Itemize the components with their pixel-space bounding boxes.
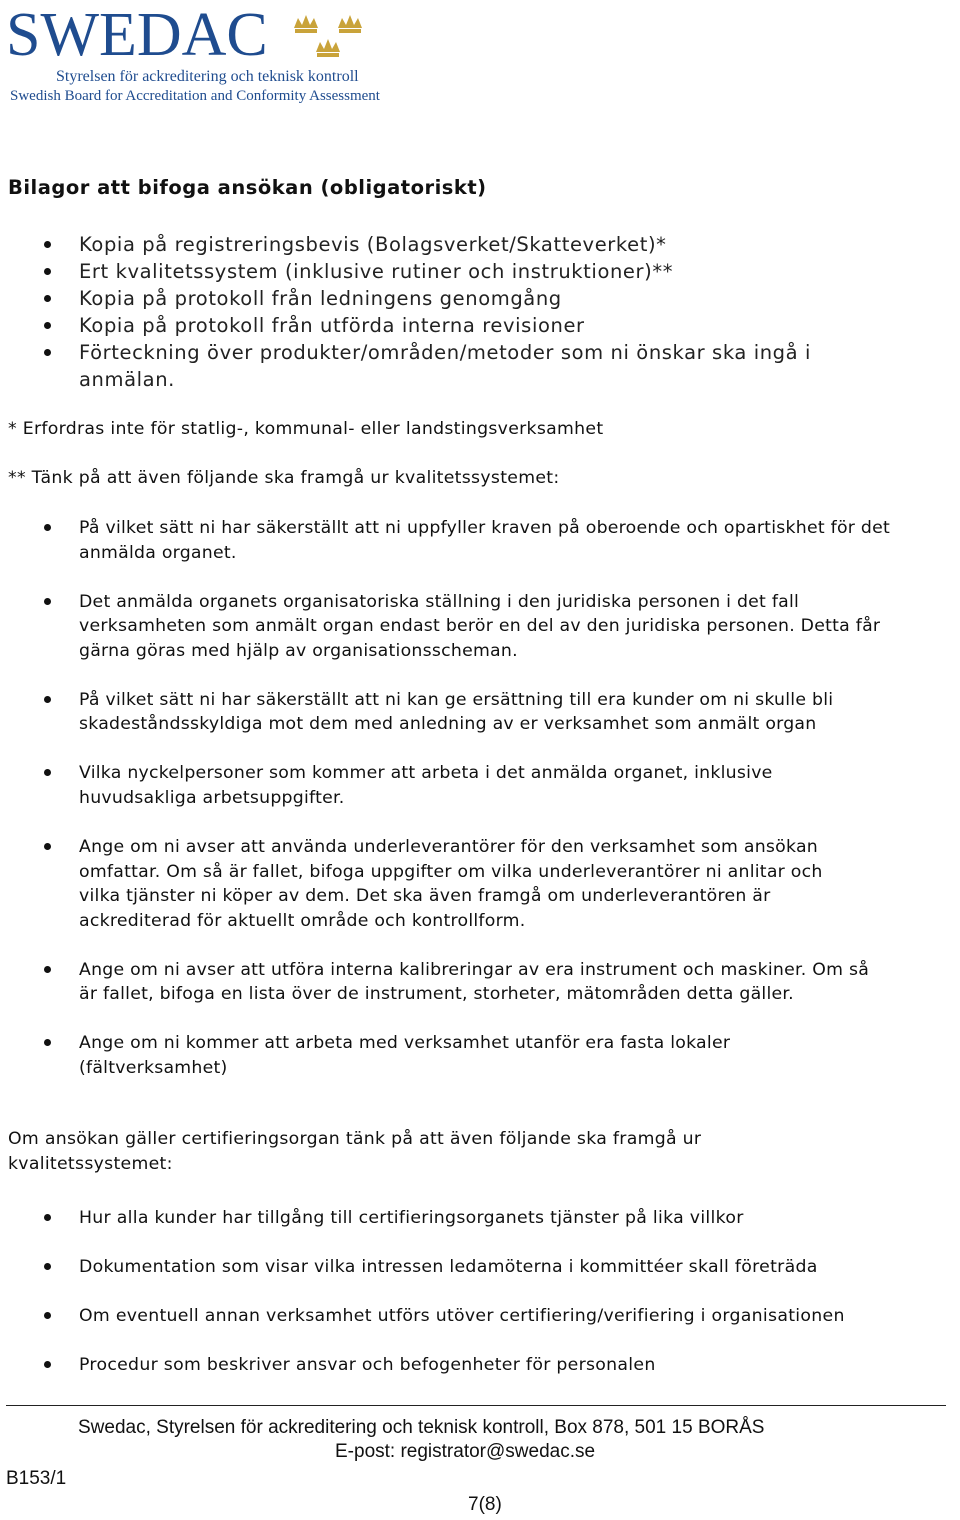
list-item	[0, 1206, 960, 1231]
attachments-list	[0, 231, 960, 393]
list-item-text: Procedur som beskriver ansvar och befogenheter för personalen	[79, 1354, 656, 1375]
bullet-icon	[44, 843, 51, 850]
page-number: 7(8)	[468, 1494, 502, 1515]
bullet-icon	[44, 1039, 51, 1046]
list-item-text: På vilket sätt ni har säkerställt att ni kan ge ersättning till era kunder om ni skulle bli skadeståndsskyldiga mot dem med anledning av er verksamhet som anmält organ	[79, 689, 834, 735]
list-item	[0, 285, 960, 312]
bullet-icon	[44, 1361, 51, 1368]
bullet-icon	[44, 268, 51, 275]
bullet-icon	[44, 241, 51, 248]
footer-address: Swedac, Styrelsen för ackreditering och teknisk kontroll, Box 878, 501 15 BORÅS	[78, 1417, 765, 1438]
list-item-text: Det anmälda organets organisatoriska ställning i den juridiska personen i det fall verksamheten som anmält organ endast berör en del av den juridiska personen. Detta får gärna göras med hjälp av organisationsscheman.	[79, 591, 881, 661]
bullet-icon	[44, 524, 51, 531]
footnote-double-star: ** Tänk på att även följande ska framgå ur kvalitetssystemet:	[8, 468, 560, 488]
footer-email: E-post: registrator@swedac.se	[335, 1441, 596, 1462]
footnote-single-star: * Erfordras inte för statlig-, kommunal- eller landstingsverksamhet	[8, 419, 604, 439]
swedac-logo	[6, 1, 380, 108]
list-item-text: Kopia på protokoll från ledningens genomgång	[79, 287, 562, 310]
list-item	[0, 761, 839, 810]
list-item-text: Ange om ni kommer att arbeta med verksamhet utanför era fasta lokaler (fältverksamhet)	[79, 1033, 731, 1078]
list-item	[0, 590, 899, 664]
bullet-icon	[44, 322, 51, 329]
list-item-text: Om eventuell annan verksamhet utförs utöver certifiering/verifiering i organisationen	[79, 1305, 845, 1326]
document-code: B153/1	[6, 1468, 67, 1489]
logo-tagline-swedish: Styrelsen för ackreditering och teknisk kontroll	[56, 68, 359, 85]
page-heading: Bilagor att bifoga ansökan (obligatoriskt)	[8, 176, 487, 199]
bullet-icon	[44, 696, 51, 703]
logo-tagline-english: Swedish Board for Accreditation and Conformity Assessment	[10, 88, 380, 104]
list-item	[0, 958, 889, 1007]
bullet-icon	[44, 1214, 51, 1221]
certification-intro: Om ansökan gäller certifieringsorgan tänk på att även följande ska framgå ur kvalitetssystemet:	[8, 1129, 702, 1174]
list-item	[0, 1304, 960, 1329]
bullet-icon	[44, 349, 51, 356]
list-item	[0, 688, 879, 737]
list-item-text: Dokumentation som visar vilka intressen ledamöterna i kommittéer skall företräda	[79, 1256, 818, 1277]
list-item-text: Hur alla kunder har tillgång till certifieringsorganets tjänster på lika villkor	[79, 1208, 744, 1228]
certification-list	[0, 1206, 960, 1402]
list-item-text: Ange om ni avser att utföra interna kalibreringar av era instrument och maskiner. Om så är fallet, bifoga en lista över de instrument, storheter, mätområden detta gäller.	[79, 959, 870, 1005]
list-item-text: Vilka nyckelpersoner som kommer att arbeta i det anmälda organet, inklusive huvudsakliga arbetsuppgifter.	[79, 763, 773, 808]
list-item	[0, 835, 859, 933]
list-item	[0, 231, 960, 258]
list-item	[0, 312, 960, 339]
bullet-icon	[44, 769, 51, 776]
list-item-text: Ange om ni avser att använda underleverantörer för den verksamhet som ansökan omfattar. Om så är fallet, bifoga uppgifter om vilka underleverantörer ni anlitar och vilka tjänster ni köper av dem. Det ska även framgå om underleverantören är ackrediterad för aktuellt område och kontrollform.	[79, 836, 823, 931]
list-item-text: Kopia på protokoll från utförda interna revisioner	[79, 314, 585, 337]
list-item	[0, 516, 939, 565]
list-item	[0, 1031, 839, 1080]
bullet-icon	[44, 966, 51, 973]
bullet-icon	[44, 1312, 51, 1319]
list-item	[0, 258, 960, 285]
quality-system-list	[0, 516, 960, 1105]
list-item	[0, 1255, 960, 1280]
list-item-text: Kopia på registreringsbevis (Bolagsverket/Skatteverket)*	[79, 233, 667, 256]
bullet-icon	[44, 598, 51, 605]
bullet-icon	[44, 1263, 51, 1270]
three-crowns-icon	[288, 12, 376, 60]
list-item	[0, 339, 879, 393]
logo-wordmark: SWEDAC	[6, 1, 268, 69]
footer-divider	[6, 1405, 946, 1406]
list-item-text: Ert kvalitetssystem (inklusive rutiner och instruktioner)**	[79, 260, 674, 283]
bullet-icon	[44, 295, 51, 302]
list-item-text: På vilket sätt ni har säkerställt att ni uppfyller kraven på oberoende och opartiskhet för det anmälda organet.	[79, 518, 890, 563]
list-item	[0, 1353, 960, 1378]
list-item-text: Förteckning över produkter/områden/metoder som ni önskar ska ingå i anmälan.	[79, 341, 812, 391]
